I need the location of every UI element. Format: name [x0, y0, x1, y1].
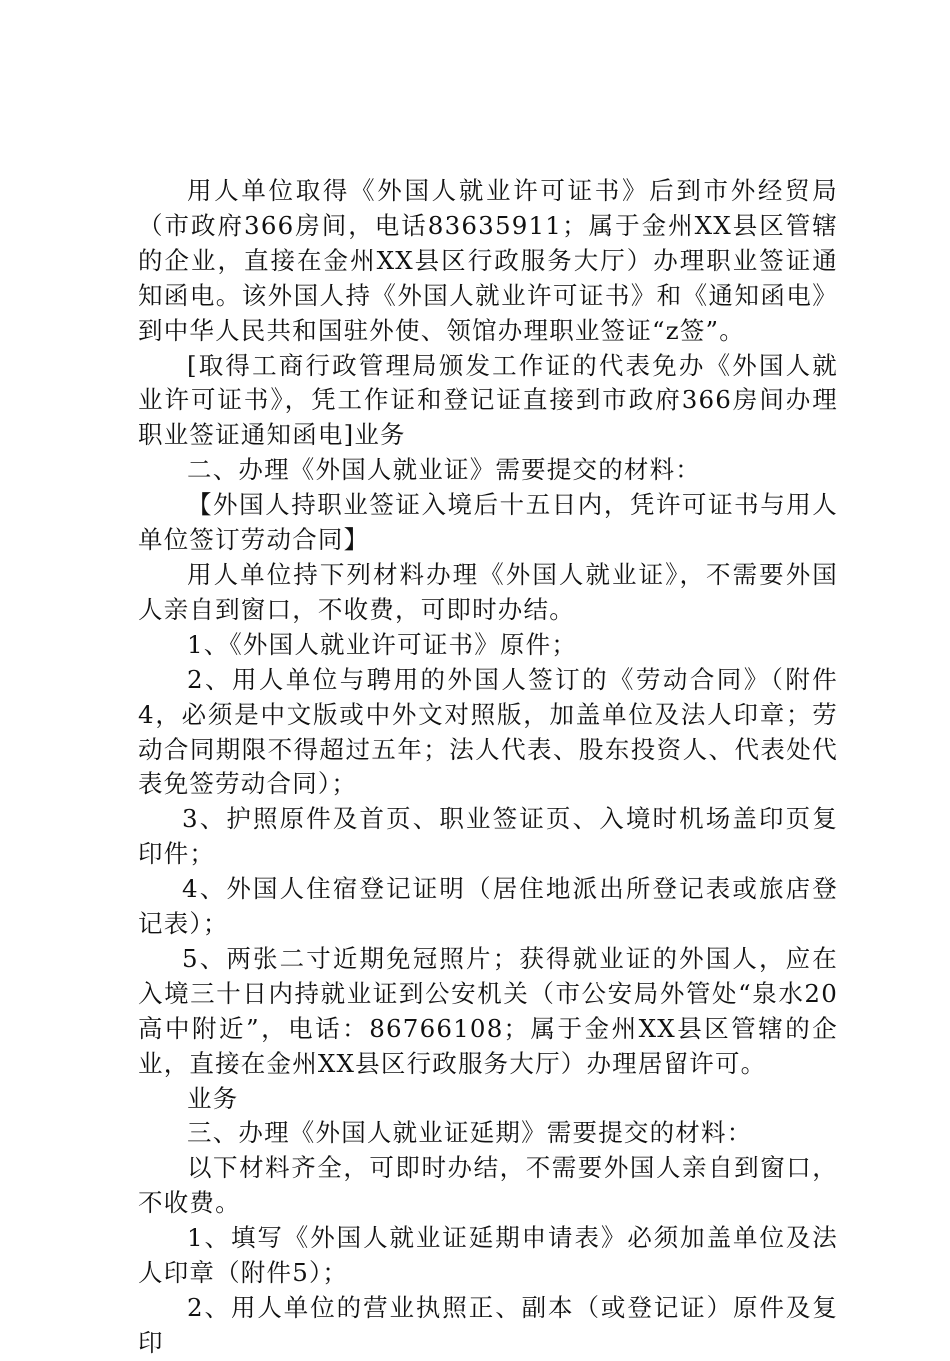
paragraph-labor-contract-note: 【外国人持职业签证入境后十五日内，凭许可证书与用人单位签订劳动合同】 — [138, 490, 838, 555]
list-item-4: 4、外国人住宿登记证明（居住地派出所登记表或旅店登记表）； — [138, 874, 838, 939]
list-item-3: 3、护照原件及首页、职业签证页、入境时机场盖印页复印件； — [138, 804, 838, 869]
paragraph-extension-intro: 以下材料齐全，可即时办结，不需要外国人亲自到窗口，不收费。 — [138, 1153, 838, 1218]
list-item-1: 1、《外国人就业许可证书》原件； — [187, 629, 578, 659]
extension-list-item-2: 2、用人单位的营业执照正、副本（或登记证）原件及复印 — [138, 1293, 838, 1357]
paragraph-representative-exemption: [取得工商行政管理局颁发工作证的代表免办《外国人就业许可证书》，凭工作证和登记证直接到市政府366房间办理职业签证通知函电]业务 — [138, 350, 838, 450]
list-item-2: 2、用人单位与聘用的外国人签订的《劳动合同》（附件4，必须是中文版或中外文对照版，加盖单位及法人印章；劳动合同期限不得超过五年；法人代表、股东投资人、代表处代表免签劳动合同）； — [138, 664, 838, 799]
extension-list-item-1: 1、填写《外国人就业证延期申请表》必须加盖单位及法人印章（附件5）； — [138, 1223, 838, 1288]
paragraph-work-visa-notice: 用人单位取得《外国人就业许可证书》后到市外经贸局（市政府366房间，电话83635911；属于金州XX县区管辖的企业，直接在金州XX县区行政服务大厅）办理职业签证通知函电。该外国人持《外国人就业许可证书》和《通知函电》到中华人民共和国驻外使、领馆办理职业签证“z签”。 — [138, 176, 838, 345]
document-body — [138, 174, 838, 1361]
list-item-5: 5、两张二寸近期免冠照片；获得就业证的外国人，应在入境三十日内持就业证到公安机关（市公安局外管处“泉水20高中附近”，电话：86766108；属于金州XX县区管辖的企业，直接在金州XX县区行政服务大厅）办理居留许可。 — [138, 943, 838, 1078]
section-heading-employment-permit: 二、办理《外国人就业证》需要提交的材料： — [187, 455, 701, 485]
paragraph-business: 业务 — [187, 1083, 239, 1113]
section-heading-permit-extension: 三、办理《外国人就业证延期》需要提交的材料： — [187, 1118, 753, 1148]
paragraph-materials-intro: 用人单位持下列材料办理《外国人就业证》，不需要外国人亲自到窗口，不收费，可即时办结。 — [138, 559, 838, 624]
